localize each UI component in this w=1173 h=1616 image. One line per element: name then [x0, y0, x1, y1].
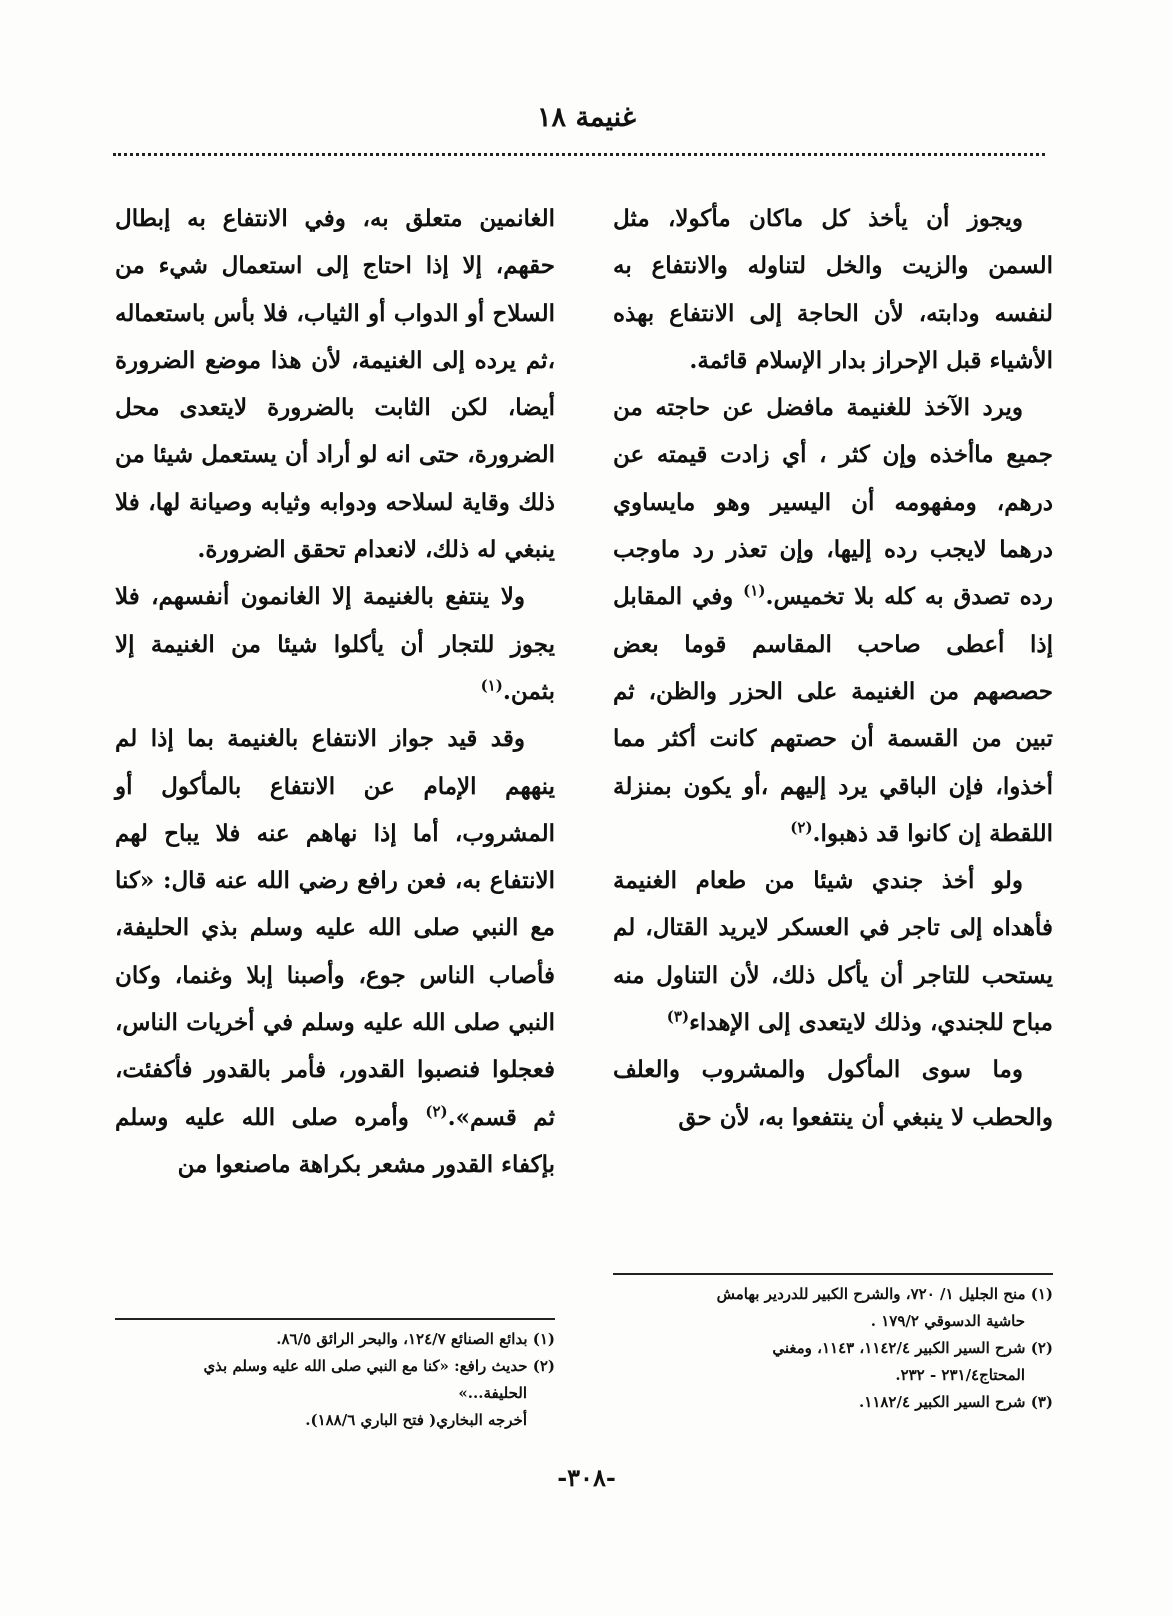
- left-paragraph-1: الغانمين متعلق به، وفي الانتفاع به إبطال حقهم، إلا إذا احتاج إلى استعمال شيء من السلاح أو الدواب أو الثياب، فلا بأس باستعماله ،ثم يرده إلى الغنيمة، لأن هذا موضع الضرورة أيضا، لكن الثابت بالضرورة لايتعدى محل الضرورة، حتى انه لو أراد أن يستعمل شيئا من ذلك وقاية لسلاحه ودوابه وثيابه وصيانة لها، فلا ينبغي له ذلك، لانعدام تحقق الضرورة.: [115, 205, 555, 564]
- footnote-2: (٢) حديث رافع: «كنا مع النبي صلى الله عليه وسلم بذي: [203, 1357, 555, 1375]
- left-paragraph-2: ولا ينتفع بالغنيمة إلا الغانمون أنفسهم، فلا يجوز للتجار أن يأكلوا شيئا من الغنيمة إلا بثمن.$^{(١)}$: [115, 583, 555, 705]
- page-number: -٣٠٨-: [557, 1463, 616, 1492]
- right-paragraph-2: ويرد الآخذ للغنيمة مافضل عن حاجته من جميع ماأخذه وإن كثر ، أي زادت قيمته عن درهم، ومفهومه أن اليسير وهو مايساوي درهما لايجب رده إليها، وإن تعذر رد ماوجب رده تصدق به كله بلا تخميس.$^{(١)}$ وفي المقابل إذا أعطى صاحب المقاسم قوما بعض حصصهم من الغنيمة على الحزر والظن، ثم تبين من القسمة أن حصتهم كانت أكثر مما أخذوا، فإن الباقي يرد إليهم ،أو يكون بمنزلة اللقطة إن كانوا قد ذهبوا.$^{(٢)}$: [613, 394, 1053, 847]
- footnote-3: (٣) شرح السير الكبير ١١٨٢/٤.: [859, 1393, 1053, 1411]
- footnote-2-source: أخرجه البخاري( فتح الباري ١٨٨/٦).: [305, 1411, 527, 1429]
- left-column: [115, 195, 555, 1188]
- right-paragraph-3: ولو أخذ جندي شيئا من طعام الغنيمة فأهداه إلى تاجر في العسكر لايريد القتال، لم يستحب للتاجر أن يأكل ذلك، لأن التناول منه مباح للجندي، وذلك لايتعدى إلى الإهداء$^{(٣)}$: [613, 867, 1053, 1037]
- footnote-2-cont: المحتاج٢٣١/٤ - ٢٣٢.: [895, 1366, 1025, 1384]
- footnote-1: (١) بدائع الصنائع ١٢٤/٧، والبحر الرائق ٨٦/٥.: [276, 1330, 555, 1348]
- right-footnotes: [613, 1273, 1053, 1416]
- left-footnotes: [115, 1318, 555, 1434]
- page-header-title: غنيمة ١٨: [537, 102, 636, 133]
- footnote-ref: (٢): [425, 1101, 448, 1120]
- footnote-ref: (١): [743, 581, 766, 600]
- right-paragraph-1: ويجوز أن يأخذ كل ماكان مأكولا، مثل السمن والزيت والخل لتناوله والانتفاع به لنفسه ودابته، لأن الحاجة إلى الانتفاع بهذه الأشياء قبل الإحراز بدار الإسلام قائمة.: [613, 205, 1053, 374]
- footnote-ref: (١): [480, 676, 503, 695]
- header-dotted-rule: [113, 153, 1045, 156]
- footnote-1-cont: حاشية الدسوقي ١٧٩/٢ .: [870, 1312, 1025, 1330]
- footnote-ref: (٣): [666, 1007, 690, 1026]
- right-column: [613, 195, 1053, 1141]
- footnote-2: (٢) شرح السير الكبير ١١٤٢/٤، ١١٤٣، ومغني: [772, 1339, 1053, 1357]
- left-paragraph-3: وقد قيد جواز الانتفاع بالغنيمة بما إذا لم ينههم الإمام عن الانتفاع بالمأكول أو المشروب، أما إذا نهاهم عنه فلا يباح لهم الانتفاع به، فعن رافع رضي الله عنه قال: «كنا مع النبي صلى الله عليه وسلم بذي الحليفة، فأصاب الناس جوع، وأصبنا إبلا وغنما، وكان النبي صلى الله عليه وسلم في أخريات الناس، فعجلوا فنصبوا القدور، فأمر بالقدور فأكفئت، ثم قسم».$^{(٢)}$ وأمره صلى الله عليه وسلم بإكفاء القدور مشعر بكراهة ماصنعوا من: [115, 725, 555, 1178]
- footnote-ref: (٢): [790, 818, 813, 837]
- right-paragraph-4: وما سوى المأكول والمشروب والعلف والحطب لا ينبغي أن ينتفعوا به، لأن حق: [613, 1056, 1053, 1131]
- footnote-2-cont: الحليفة...»: [458, 1384, 527, 1402]
- footnote-1: (١) منح الجليل ١/ ٧٢٠، والشرح الكبير للدردير بهامش: [716, 1285, 1053, 1303]
